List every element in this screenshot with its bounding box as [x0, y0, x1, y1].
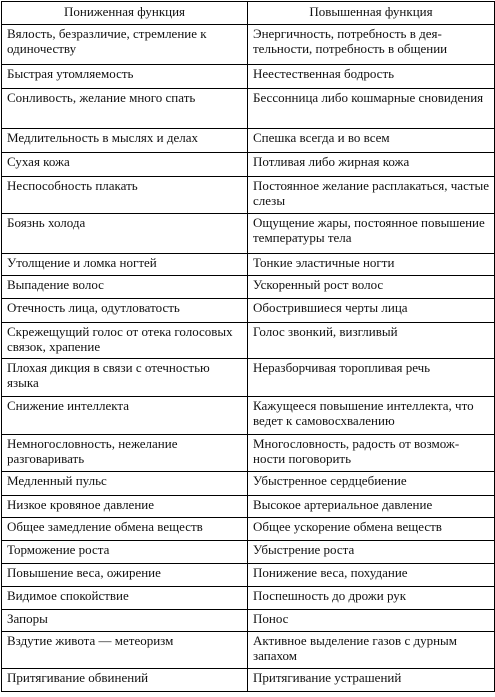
- high-cell: Убыстрение роста: [248, 541, 495, 564]
- high-cell: Понижение веса, похудание: [248, 564, 495, 587]
- low-cell: Вялость, безразличие, стремление к одиночеству: [2, 25, 248, 65]
- low-cell: Запоры: [2, 610, 248, 632]
- table-row: [2, 669, 495, 692]
- low-cell: Низкое кровяное давление: [2, 496, 248, 518]
- high-cell: Ощущение жары, постоянное повышение температуры тела: [248, 214, 495, 254]
- low-cell: Сонливость, желание много спать: [2, 89, 248, 129]
- low-cell: Общее замедление обмена веществ: [2, 518, 248, 541]
- header-high-function: Повышенная функция: [248, 2, 495, 25]
- table-row: [2, 472, 495, 496]
- low-cell: Медленный пульс: [2, 472, 248, 496]
- table-row: [2, 254, 495, 276]
- high-cell: Активное выделение газов с дурным запахом: [248, 632, 495, 669]
- table-row: [2, 632, 495, 669]
- low-cell: Неспособность плакать: [2, 177, 248, 214]
- table-row: [2, 397, 495, 435]
- table-row: [2, 276, 495, 299]
- table-row: [2, 65, 495, 89]
- high-cell: Многословность, радость от возмож-ности поговорить: [248, 435, 495, 472]
- table-row: [2, 89, 495, 129]
- low-cell: Сухая кожа: [2, 153, 248, 177]
- low-cell: Повышение веса, ожирение: [2, 564, 248, 587]
- high-cell: Бессонница либо кошмарные сновидения: [248, 89, 495, 129]
- table-row: [2, 496, 495, 518]
- high-cell: Неразборчивая торопливая речь: [248, 359, 495, 397]
- high-cell: Постоянное желание расплакаться, частые слезы: [248, 177, 495, 214]
- low-cell: Утолщение и ломка ногтей: [2, 254, 248, 276]
- high-cell: Тонкие эластичные ногти: [248, 254, 495, 276]
- table-row: [2, 153, 495, 177]
- header-low-function: Пониженная функция: [2, 2, 248, 25]
- table-row: [2, 177, 495, 214]
- low-cell: Выпадение волос: [2, 276, 248, 299]
- high-cell: Высокое артериальное давление: [248, 496, 495, 518]
- low-cell: Немногословность, нежелание разговаривать: [2, 435, 248, 472]
- low-cell: Вздутие живота — метеоризм: [2, 632, 248, 669]
- table-row: [2, 299, 495, 323]
- table-row: [2, 541, 495, 564]
- header-row: [2, 2, 495, 25]
- low-cell: Торможение роста: [2, 541, 248, 564]
- high-cell: Потливая либо жирная кожа: [248, 153, 495, 177]
- table-row: [2, 435, 495, 472]
- table-row: [2, 610, 495, 632]
- low-cell: Скрежещущий голос от отека голосовых связок, храпение: [2, 323, 248, 359]
- high-cell: Убыстренное сердцебиение: [248, 472, 495, 496]
- table-row: [2, 25, 495, 65]
- high-cell: Кажущееся повышение интеллекта, что ведет к самовосхвалению: [248, 397, 495, 435]
- comparison-table: [1, 1, 495, 692]
- high-cell: Спешка всегда и во всем: [248, 129, 495, 153]
- high-cell: Неестественная бодрость: [248, 65, 495, 89]
- high-cell: Поспешность до дрожи рук: [248, 587, 495, 610]
- low-cell: Снижение интеллекта: [2, 397, 248, 435]
- table-header: [2, 2, 495, 25]
- low-cell: Медлительность в мыслях и делах: [2, 129, 248, 153]
- low-cell: Боязнь холода: [2, 214, 248, 254]
- low-cell: Отечность лица, одутловатость: [2, 299, 248, 323]
- table-row: [2, 564, 495, 587]
- high-cell: Ускоренный рост волос: [248, 276, 495, 299]
- table-row: [2, 518, 495, 541]
- table-row: [2, 359, 495, 397]
- high-cell: Понос: [248, 610, 495, 632]
- table-row: [2, 323, 495, 359]
- high-cell: Притягивание устрашений: [248, 669, 495, 692]
- low-cell: Быстрая утомляемость: [2, 65, 248, 89]
- high-cell: Энергичность, потребность в дея-тельности, потребность в общении: [248, 25, 495, 65]
- low-cell: Видимое спокойствие: [2, 587, 248, 610]
- high-cell: Общее ускорение обмена веществ: [248, 518, 495, 541]
- table-row: [2, 214, 495, 254]
- high-cell: Обострившиеся черты лица: [248, 299, 495, 323]
- low-cell: Притягивание обвинений: [2, 669, 248, 692]
- table-row: [2, 129, 495, 153]
- high-cell: Голос звонкий, визгливый: [248, 323, 495, 359]
- low-cell: Плохая дикция в связи с отечностью языка: [2, 359, 248, 397]
- table-row: [2, 587, 495, 610]
- table-body: [2, 25, 495, 692]
